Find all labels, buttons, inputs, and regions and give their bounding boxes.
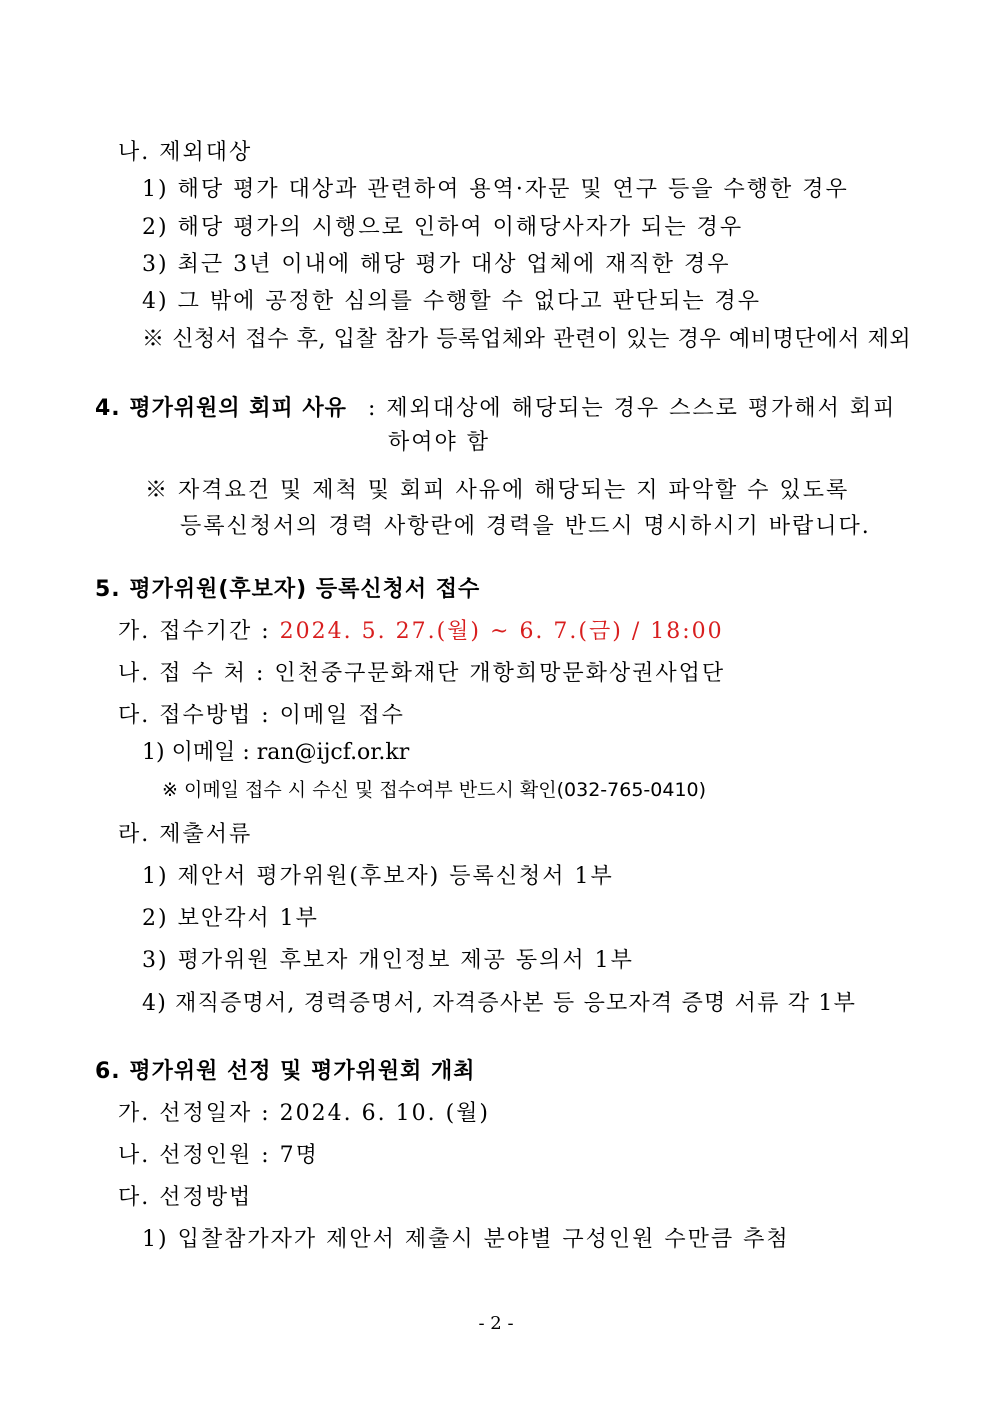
section4-heading: 4. 평가위원의 회피 사유 <box>95 396 347 421</box>
submission-period <box>118 617 724 647</box>
submission-period-value: 2024. 5. 27.(월) ~ 6. 7.(금) / 18:00 <box>279 619 724 644</box>
submission-email: 1) 이메일 : ran@ijcf.or.kr <box>142 740 410 765</box>
exclusion-note: ※ 신청서 접수 후, 입찰 참가 등록업체와 관련이 있는 경우 예비명단에서 제외 <box>142 327 912 352</box>
document-item: 3) 평가위원 후보자 개인정보 제공 동의서 1부 <box>142 948 634 973</box>
submission-email-note: ※ 이메일 접수 시 수신 및 접수여부 반드시 확인(032-765-0410) <box>162 779 707 801</box>
section4-text: : 제외대상에 해당되는 경우 스스로 평가해서 회피 <box>368 396 897 421</box>
submission-period-label: 가. 접수기간 : <box>118 619 280 644</box>
documents-title: 라. 제출서류 <box>118 822 253 847</box>
document-item: 1) 제안서 평가위원(후보자) 등록신청서 1부 <box>142 864 614 889</box>
document-item: 2) 보안각서 1부 <box>142 906 319 931</box>
section4-text-cont: 하여야 함 <box>388 430 491 455</box>
section4-note: ※ 자격요건 및 제척 및 회피 사유에 해당되는 지 파악할 수 있도록 <box>145 478 850 503</box>
selection-date: 가. 선정일자 : 2024. 6. 10. (월) <box>118 1101 491 1126</box>
exclusion-item: 1) 해당 평가 대상과 관련하여 용역·자문 및 연구 등을 수행한 경우 <box>142 177 849 202</box>
submission-method: 다. 접수방법 : 이메일 접수 <box>118 703 405 728</box>
section4-note-cont: 등록신청서의 경력 사항란에 경력을 반드시 명시하시기 바랍니다. <box>180 514 871 539</box>
exclusion-item: 3) 최근 3년 이내에 해당 평가 대상 업체에 재직한 경우 <box>142 252 731 277</box>
page-number: - 2 - <box>478 1313 514 1334</box>
section5-heading: 5. 평가위원(후보자) 등록신청서 접수 <box>95 577 481 602</box>
selection-count: 나. 선정인원 : 7명 <box>118 1143 319 1168</box>
exclusion-title: 나. 제외대상 <box>118 140 253 165</box>
section6-heading: 6. 평가위원 선정 및 평가위원회 개최 <box>95 1059 476 1084</box>
exclusion-item: 4) 그 밖에 공정한 심의를 수행할 수 없다고 판단되는 경우 <box>142 289 762 314</box>
selection-method-title: 다. 선정방법 <box>118 1185 253 1210</box>
exclusion-item: 2) 해당 평가의 시행으로 인하여 이해당사자가 되는 경우 <box>142 215 744 240</box>
document-item: 4) 재직증명서, 경력증명서, 자격증사본 등 응모자격 증명 서류 각 1부 <box>142 991 857 1016</box>
selection-method-item: 1) 입찰참가자가 제안서 제출시 분야별 구성인원 수만큼 추첨 <box>142 1227 790 1252</box>
submission-place: 나. 접 수 처 : 인천중구문화재단 개항희망문화상권사업단 <box>118 661 726 686</box>
